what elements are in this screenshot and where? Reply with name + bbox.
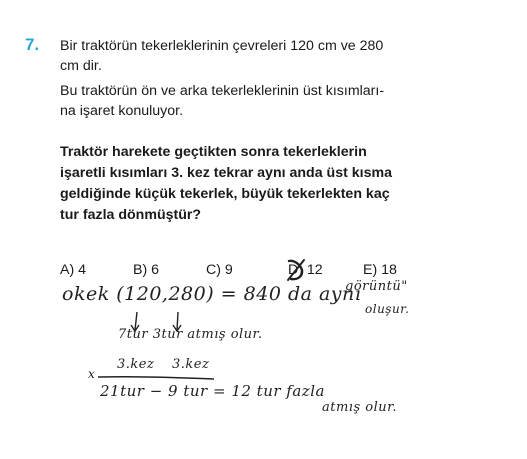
paragraph-1-line-2: cm dir. <box>60 58 102 74</box>
paragraph-2-line-2: na işaret konuluyor. <box>60 103 184 119</box>
handwriting-line-2: oluşur. <box>365 302 410 316</box>
answer-check-mark-icon <box>286 258 306 282</box>
question-prompt-line-1: Traktör harekete geçtikten sonra tekerleklerin <box>60 144 367 160</box>
question-prompt <box>60 142 392 226</box>
handwriting-line-6: 21tur − 9 tur = 12 tur fazla <box>100 382 325 400</box>
question-prompt-line-4: tur fazla dönmüştür? <box>60 207 202 223</box>
question-paragraph-2 <box>60 81 384 121</box>
question-prompt-line-3: geldiğinde küçük tekerlek, büyük tekerlekten kaç <box>60 186 390 202</box>
paragraph-1-line-1: Bir traktörün tekerleklerinin çevreleri 120 cm ve 280 <box>60 38 384 54</box>
option-a[interactable]: A) 4 <box>60 262 87 278</box>
handwriting-line-4: 3.kez <box>117 357 155 372</box>
handwriting-line-3: 7tur 3tur atmış olur. <box>118 327 263 342</box>
option-b[interactable]: B) 6 <box>133 262 160 278</box>
handwriting-line-1: okek (120,280) = 840 da aynı <box>62 283 362 305</box>
handwriting-line-5: 3.kez <box>172 357 210 372</box>
option-e[interactable]: E) 18 <box>363 262 397 278</box>
option-d[interactable]: D) 12 <box>288 262 323 278</box>
question-number: 7. <box>25 35 40 54</box>
question-paragraph-1 <box>60 36 383 76</box>
question-prompt-line-2: işaretli kısımları 3. kez tekrar aynı anda üst kısma <box>60 165 393 181</box>
handwriting-mult-sign: x <box>88 367 96 381</box>
option-c[interactable]: C) 9 <box>206 262 233 278</box>
paragraph-2-line-1: Bu traktörün ön ve arka tekerleklerinin üst kısımları- <box>60 83 385 99</box>
handwriting-line-1b: görüntü" <box>345 279 408 294</box>
handwriting-line-7: atmış olur. <box>322 400 398 415</box>
